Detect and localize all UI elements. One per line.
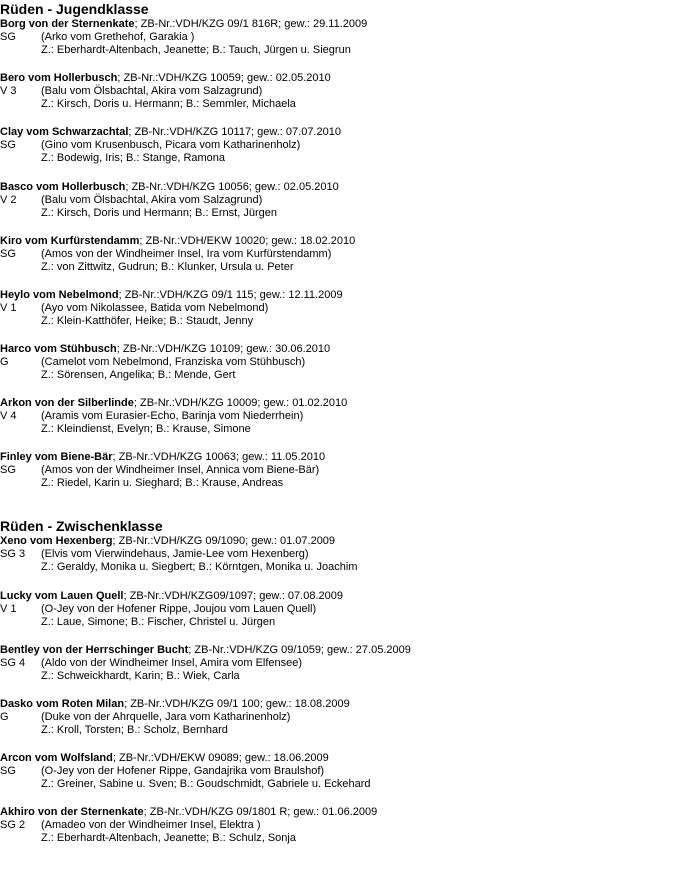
- dog-name: Arcon vom Wolfsland: [0, 752, 113, 764]
- rating: G: [0, 356, 9, 368]
- breeder-owner: Z.: Greiner, Sabine u. Sven; B.: Goudschmidt, Gabriele u. Eckehard: [41, 778, 371, 790]
- registration: ; ZB-Nr.:VDH/KZG 09/1059; gew.: 27.05.2009: [188, 644, 411, 656]
- entry-header: [0, 535, 335, 548]
- parents: (Balu vom Ölsbachtal, Akira vom Salzagrund): [41, 85, 263, 97]
- dog-entry: [0, 397, 700, 442]
- entry-header: [0, 72, 331, 85]
- entry-header: [0, 18, 367, 31]
- rating: V 3: [0, 85, 17, 97]
- rating: V 1: [0, 302, 17, 314]
- breeder-owner: Z.: Laue, Simone; B.: Fischer, Christel u. Jürgen: [41, 616, 276, 628]
- breeder-owner: Z.: Sörensen, Angelika; B.: Mende, Gert: [41, 369, 236, 381]
- parents: (Amos von der Windheimer Insel, Annica vom Biene-Bär): [41, 464, 320, 476]
- section-title: Rüden - Zwischenklasse: [0, 518, 163, 534]
- dog-name: Bero vom Hollerbusch: [0, 72, 118, 84]
- parents: (Aldo von der Windheimer Insel, Amira vom Elfensee): [41, 657, 303, 669]
- dog-entry: [0, 72, 700, 117]
- parents: (O-Jey von der Hofener Rippe, Joujou vom Lauen Quell): [41, 603, 317, 615]
- dog-name: Harco vom Stühbusch: [0, 343, 117, 355]
- registration: ; ZB-Nr.:VDH/KZG 10056; gew.: 02.05.2010: [125, 181, 339, 193]
- dog-name: Lucky vom Lauen Quell: [0, 590, 124, 602]
- breeder-owner: Z.: Klein-Katthöfer, Heike; B.: Staudt, Jenny: [41, 315, 254, 327]
- registration: ; ZB-Nr.:VDH/EKW 09089; gew.: 18.06.2009: [112, 752, 329, 764]
- parents: (Camelot vom Nebelmond, Franziska vom Stühbusch): [41, 356, 306, 368]
- rating: SG: [0, 139, 16, 151]
- rating: SG 3: [0, 548, 26, 560]
- breeder-owner: Z.: Geraldy, Monika u. Siegbert; B.: Körntgen, Monika u. Joachim: [41, 561, 358, 573]
- parents: (Duke von der Ahrquelle, Jara vom Katharinenholz): [41, 711, 291, 723]
- parents: (O-Jey von der Hofener Rippe, Gandajrika vom Braulshof): [41, 765, 325, 777]
- breeder-owner: Z.: Riedel, Karin u. Sieghard; B.: Krause, Andreas: [41, 477, 284, 489]
- entry-header: [0, 343, 330, 356]
- entry-header: [0, 590, 343, 603]
- dog-entry: [0, 181, 700, 226]
- dog-entry: [0, 289, 700, 334]
- rating: SG 4: [0, 657, 26, 669]
- entry-header: [0, 397, 347, 410]
- dog-entry: [0, 752, 700, 797]
- dog-name: Heylo vom Nebelmond: [0, 289, 119, 301]
- entry-header: [0, 644, 411, 657]
- parents: (Aramis vom Eurasier-Echo, Barinja vom Niederrhein): [41, 410, 304, 422]
- registration: ; ZB-Nr.:VDH/KZG 09/1 115; gew.: 12.11.2009: [118, 289, 343, 301]
- dog-name: Clay vom Schwarzachtal: [0, 126, 129, 138]
- parents: (Arko vom Grethehof, Garakia ): [41, 31, 195, 43]
- rating: V 2: [0, 194, 17, 206]
- dog-name: Kiro vom Kurfürstendamm: [0, 235, 140, 247]
- dog-entry: [0, 343, 700, 388]
- registration: ; ZB-Nr.:VDH/KZG 10117; gew.: 07.07.2010: [128, 126, 341, 138]
- dog-name: Akhiro von der Sternenkate: [0, 806, 144, 818]
- rating: SG: [0, 248, 16, 260]
- rating: SG: [0, 464, 16, 476]
- registration: ; ZB-Nr.:VDH/KZG 09/1090; gew.: 01.07.2009: [112, 535, 336, 547]
- dog-name: Dasko vom Roten Milan: [0, 698, 125, 710]
- registration: ; ZB-Nr.:VDH/KZG 09/1 100; gew.: 18.08.2009: [124, 698, 350, 710]
- registration: ; ZB-Nr.:VDH/KZG 10109; gew.: 30.06.2010: [116, 343, 331, 355]
- registration: ; ZB-Nr.:VDH/EKW 10020; gew.: 18.02.2010: [139, 235, 356, 247]
- dog-name: Bentley von der Herrschinger Bucht: [0, 644, 189, 656]
- registration: ; ZB-Nr.:VDH/KZG 10063; gew.: 11.05.2010: [112, 451, 326, 463]
- dog-entry: [0, 451, 700, 496]
- breeder-owner: Z.: Kirsch, Doris und Hermann; B.: Ernst, Jürgen: [41, 207, 277, 219]
- rating: V 4: [0, 410, 17, 422]
- breeder-owner: Z.: Bodewig, Iris; B.: Stange, Ramona: [41, 152, 226, 164]
- parents: (Ayo vom Nikolassee, Batida vom Nebelmond): [41, 302, 269, 314]
- dog-entry: [0, 535, 700, 580]
- rating: SG 2: [0, 819, 26, 831]
- dog-entry: [0, 126, 700, 171]
- registration: ; ZB-Nr.:VDH/KZG 09/1801 R; gew.: 01.06.2009: [143, 806, 378, 818]
- dog-name: Xeno vom Hexenberg: [0, 535, 113, 547]
- dog-entry: [0, 806, 700, 851]
- rating: SG: [0, 765, 16, 777]
- parents: (Gino vom Krusenbusch, Picara vom Katharinenholz): [41, 139, 301, 151]
- dog-entry: [0, 235, 700, 280]
- rating: V 1: [0, 603, 17, 615]
- breeder-owner: Z.: Kroll, Torsten; B.: Scholz, Bernhard: [41, 724, 228, 736]
- registration: ; ZB-Nr.:VDH/KZG 10059; gew.: 02.05.2010: [117, 72, 331, 84]
- registration: ; ZB-Nr.:VDH/KZG 09/1 816R; gew.: 29.11.2009: [134, 18, 368, 30]
- dog-entry: [0, 644, 700, 689]
- rating: G: [0, 711, 9, 723]
- registration: ; ZB-Nr.:VDH/KZG09/1097; gew.: 07.08.2009: [123, 590, 343, 602]
- breeder-owner: Z.: Eberhardt-Altenbach, Jeanette; B.: Schulz, Sonja: [41, 832, 296, 844]
- entry-header: [0, 235, 355, 248]
- breeder-owner: Z.: Kirsch, Doris u. Hermann; B.: Semmler, Michaela: [41, 98, 296, 110]
- dog-name: Basco vom Hollerbusch: [0, 181, 126, 193]
- entry-header: [0, 126, 341, 139]
- dog-name: Borg von der Sternenkate: [0, 18, 135, 30]
- entry-header: [0, 806, 377, 819]
- entry-header: [0, 181, 339, 194]
- parents: (Balu vom Ölsbachtal, Akira vom Salzagrund): [41, 194, 263, 206]
- rating: SG: [0, 31, 16, 43]
- parents: (Amos von der Windheimer Insel, Ira vom Kurfürstendamm): [41, 248, 332, 260]
- breeder-owner: Z.: Eberhardt-Altenbach, Jeanette; B.: Tauch, Jürgen u. Siegrun: [41, 44, 351, 56]
- entry-header: [0, 752, 329, 765]
- section-title: Rüden - Jugendklasse: [0, 1, 149, 17]
- parents: (Amadeo von der Windheimer Insel, Elektra ): [41, 819, 261, 831]
- dog-entry: [0, 698, 700, 743]
- dog-entry: [0, 590, 700, 635]
- dog-entry: [0, 18, 700, 63]
- entry-header: [0, 698, 350, 711]
- breeder-owner: Z.: von Zittwitz, Gudrun; B.: Klunker, Ursula u. Peter: [41, 261, 294, 273]
- breeder-owner: Z.: Schweickhardt, Karin; B.: Wiek, Carla: [41, 670, 240, 682]
- entry-header: [0, 289, 343, 302]
- parents: (Elvis vom Vierwindehaus, Jamie-Lee vom Hexenberg): [41, 548, 309, 560]
- breeder-owner: Z.: Kleindienst, Evelyn; B.: Krause, Simone: [41, 423, 251, 435]
- registration: ; ZB-Nr.:VDH/KZG 10009; gew.: 01.02.2010: [133, 397, 348, 409]
- dog-name: Finley vom Biene-Bär: [0, 451, 113, 463]
- entry-header: [0, 451, 325, 464]
- dog-name: Arkon von der Silberlinde: [0, 397, 134, 409]
